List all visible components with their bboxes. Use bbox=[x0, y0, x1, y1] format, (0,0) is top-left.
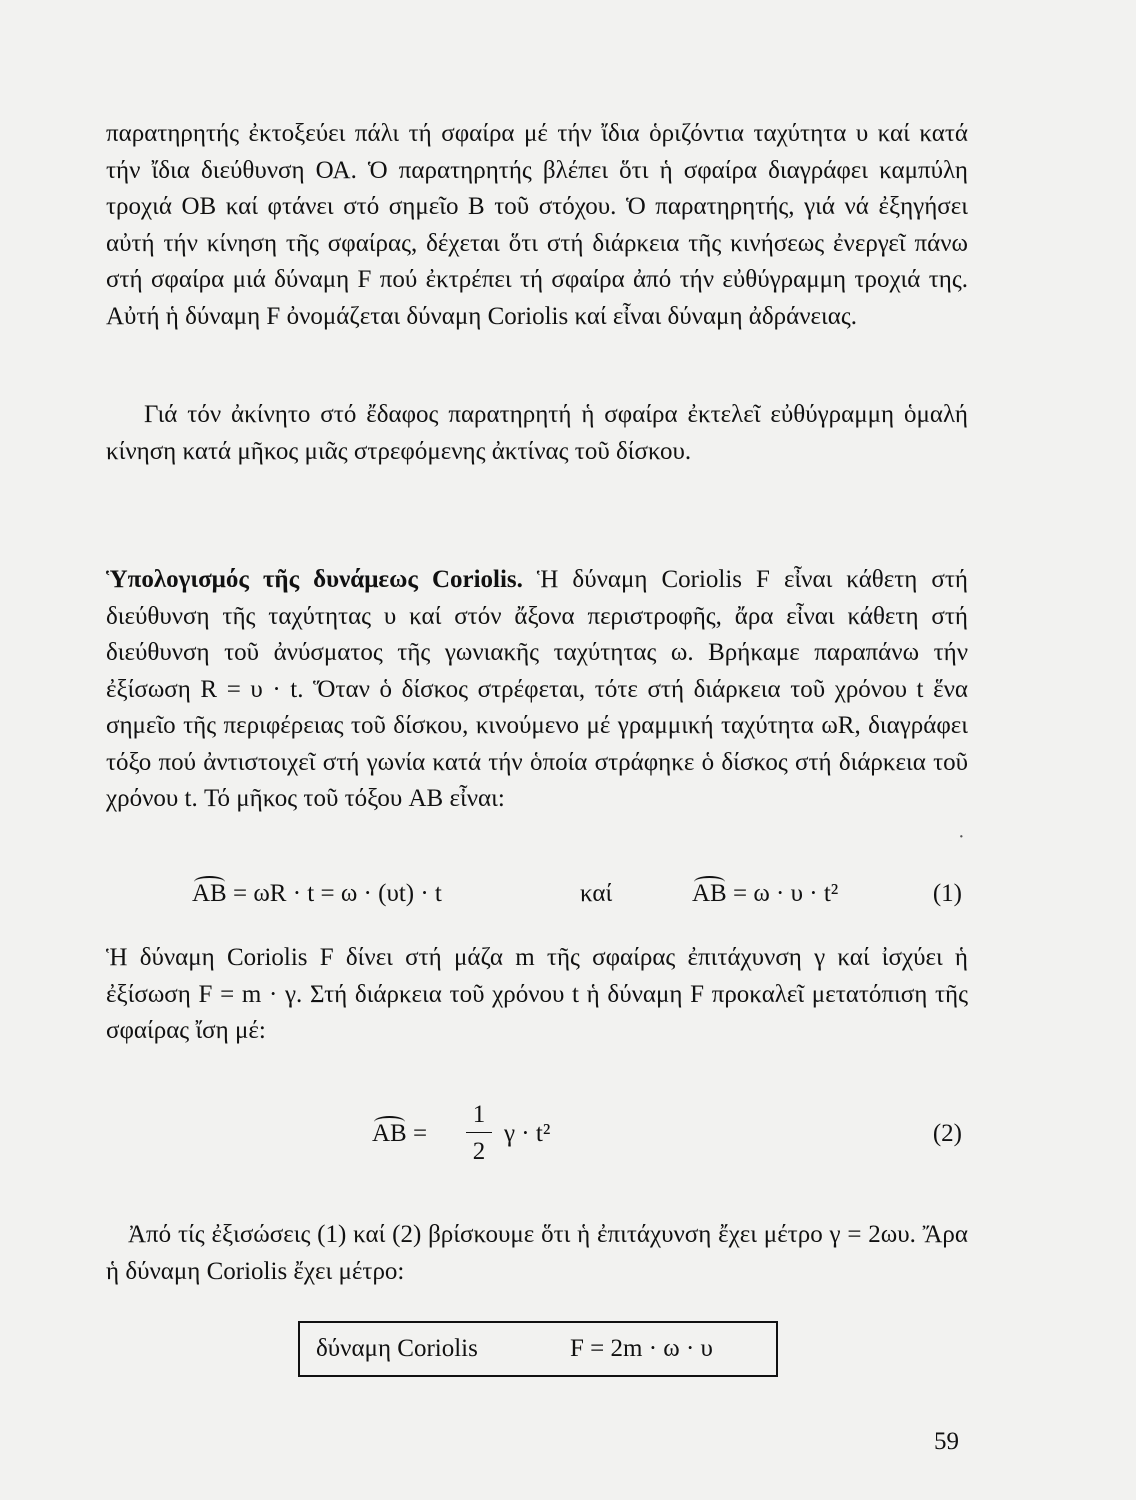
equation-1-lhs bbox=[192, 880, 442, 908]
fraction-numerator: 1 bbox=[472, 1101, 486, 1128]
equation-1-number: (1) bbox=[932, 880, 962, 907]
equation-1-conjunction: καί bbox=[580, 880, 613, 907]
paragraph-coriolis-calculation bbox=[106, 562, 968, 818]
equation-2-lhs bbox=[372, 1120, 427, 1148]
equation-1-rhs bbox=[692, 880, 838, 908]
paragraph-observer-deflection: παρατηρητής ἐκτοξεύει πάλι τή σφαίρα μέ τήν ἴδια ὁριζόντια ταχύτητα υ καί κατά τήν ἴδια διεύθυνση ΟΑ. Ὁ παρατηρητής βλέπει ὅτι ἡ σφαίρα διαγράφει καμπύλη τροχιά ΟΒ καί φτάνει στό σημεῖο Β τοῦ στόχου. Ὁ παρατηρητής, γιά νά ἐξηγήσει αὐτή τήν κίνηση τῆς σφαίρας, δέχεται ὅτι στή διάρκεια τῆς κινήσεως ἐνεργεῖ πάνω στή σφαίρα μιά δύναμη F πού ἐκτρέπει τή σφαίρα ἀπό τήν εὐθύγραμμη τροχιά της. Αὐτή ἡ δύναμη F ὀνομάζεται δύναμη Coriolis καί εἶναι δύναμη ἀδράνειας. bbox=[106, 120, 968, 330]
margin-dot: · bbox=[958, 826, 965, 848]
equation-2 bbox=[372, 1100, 968, 1180]
section-heading: Ὑπολογισμός τῆς δυνάμεως Coriolis. bbox=[106, 566, 523, 593]
result-label: δύναμη Coriolis bbox=[316, 1335, 478, 1362]
equation-2-number: (2) bbox=[932, 1120, 962, 1147]
arc-ab-symbol: AB bbox=[192, 880, 227, 907]
paragraph-acceleration: Ἡ δύναμη Coriolis F δίνει στή μάζα m τῆς σφαίρας ἐπιτάχυνση γ καί ἰσχύει ἡ ἐξίσωση F = m · γ. Στή διάρκεια τοῦ χρόνου t ἡ δύναμη F προκαλεῖ μετατόπιση τῆς σφαίρας ἴση μέ: bbox=[106, 944, 968, 1044]
paragraph-conclusion: Ἀπό τίς ἐξισώσεις (1) καί (2) βρίσκουμε ὅτι ἡ ἐπιτάχυνση ἔχει μέτρο γ = 2ωυ. Ἄρα ἡ δύναμη Coriolis ἔχει μέτρο: bbox=[106, 1221, 968, 1285]
page-number: 59 bbox=[934, 1428, 959, 1455]
result-formula: F = 2m · ω · υ bbox=[570, 1335, 713, 1362]
fraction-one-half bbox=[466, 1100, 492, 1169]
section-body: Ἡ δύναμη Coriolis F εἶναι κάθετη στή διεύθυνση τῆς ταχύτητας υ καί στόν ἄξονα περιστροφῆς, ἄρα εἶναι κάθετη στή διεύθυνση τοῦ ἀνύσματος τῆς γωνιακῆς ταχύτητας ω. Βρήκαμε παραπάνω τήν ἐξίσωση R = υ · t. Ὅταν ὁ δίσκος στρέφεται, τότε στή διάρκεια τοῦ χρόνου t ἕνα σημεῖο τῆς περιφέρειας τοῦ δίσκου, κινούμενο μέ γραμμική ταχύτητα ωR, διαγράφει τόξο πού ἀντιστοιχεῖ στή γωνία κατά τήν ὁποία στράφηκε ὁ δίσκος στή διάρκεια τοῦ χρόνου t. Τό μῆκος τοῦ τόξου AB εἶναι: bbox=[106, 566, 968, 812]
paragraph-ground-observer: Γιά τόν ἀκίνητο στό ἔδαφος παρατηρητή ἡ σφαίρα ἐκτελεῖ εὐθύγραμμη ὁμαλή κίνηση κατά μῆκος μιᾶς στρεφόμενης ἀκτίνας τοῦ δίσκου. bbox=[106, 401, 968, 465]
equation-2-rest: γ · t² bbox=[504, 1120, 551, 1147]
arc-ab-symbol: AB bbox=[372, 1120, 407, 1147]
fraction-bar bbox=[466, 1132, 492, 1133]
equation-2-equals: = bbox=[406, 1120, 428, 1147]
arc-ab-symbol: AB bbox=[692, 880, 727, 907]
equation-1-lhs-expr: = ωR · t = ω · (υt) · t bbox=[226, 880, 442, 907]
fraction-denominator: 2 bbox=[472, 1138, 486, 1165]
equation-1-rhs-expr: = ω · υ · t² bbox=[726, 880, 839, 907]
equation-1 bbox=[192, 880, 968, 920]
result-box bbox=[298, 1321, 778, 1377]
